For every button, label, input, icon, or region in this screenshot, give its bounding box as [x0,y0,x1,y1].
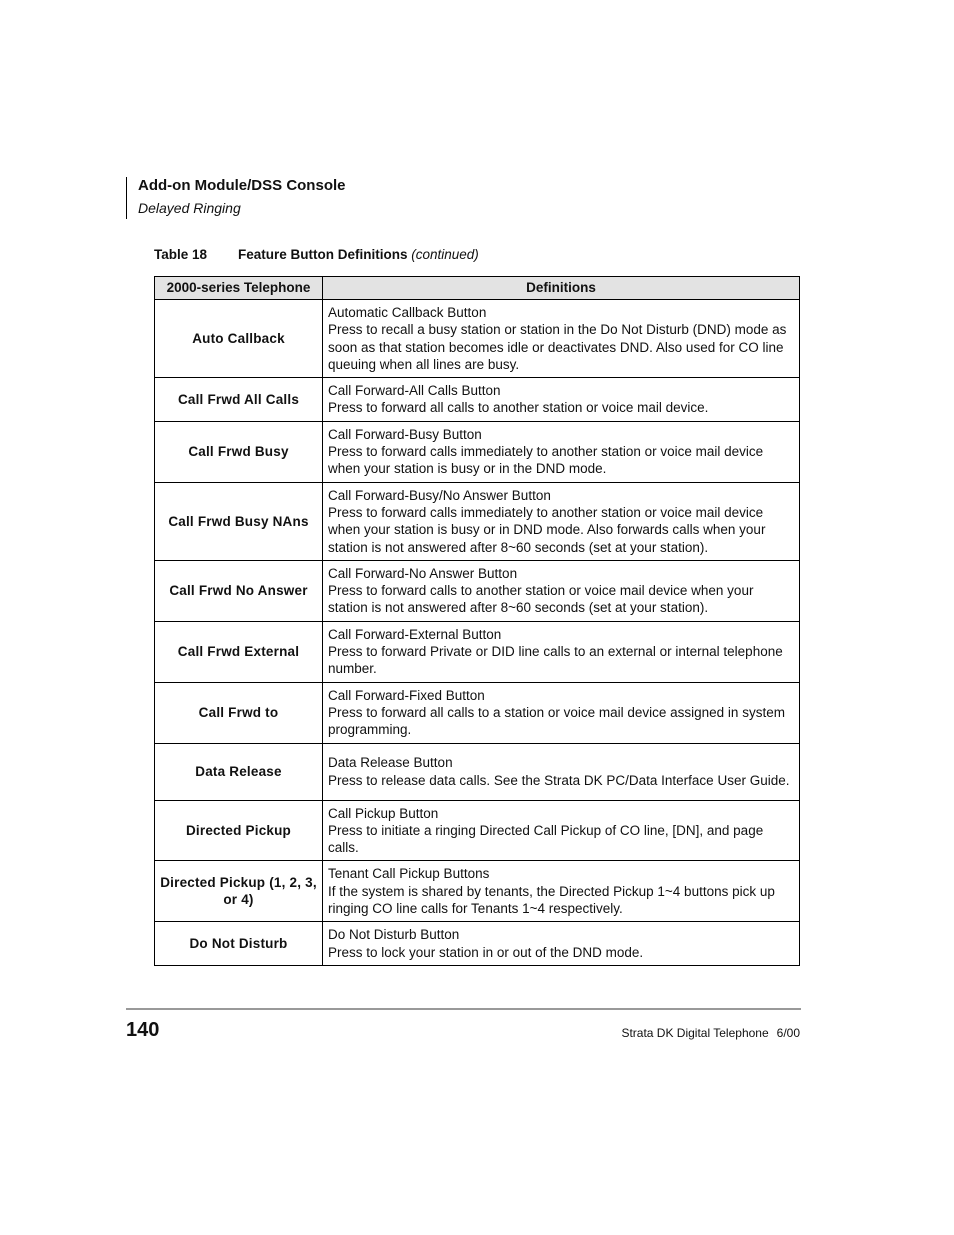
section-title: Add-on Module/DSS Console [138,177,346,194]
button-name: Data Release Button [328,755,453,771]
feature-name: Call Frwd to [155,682,323,743]
table-row [155,621,800,682]
column-header-telephone: 2000-series Telephone [155,277,323,300]
page-number: 140 [126,1019,160,1041]
feature-name: Directed Pickup (1, 2, 3, or 4) [155,861,323,922]
footer-doc-info [621,1026,800,1040]
table-caption [154,247,479,262]
table-row [155,861,800,922]
definition-cell [323,560,800,621]
button-description: Press to forward Private or DID line calls to an external or internal telephone number. [328,644,783,677]
definition-cell [323,300,800,378]
feature-name: Auto Callback [155,300,323,378]
footer-date: 6/00 [776,1026,800,1040]
table-number: Table 18 [154,247,208,262]
footer-doc-title: Strata DK Digital Telephone [621,1026,769,1040]
definition-cell [323,743,800,800]
feature-name: Data Release [155,743,323,800]
footer-rule [126,1008,801,1010]
table-row [155,682,800,743]
header-rule [126,177,127,219]
definition-cell [323,861,800,922]
button-description: Press to recall a busy station or station in the Do Not Disturb (DND) mode as soon as that station becomes idle or deactivates DND. Also used for CO line queuing when all lines are busy. [328,322,787,372]
table-row [155,800,800,861]
table-header-row [155,277,800,300]
table-row [155,922,800,966]
button-description: If the system is shared by tenants, the Directed Pickup 1~4 buttons pick up ringing CO line calls for Tenants 1~4 respectively. [328,883,775,917]
feature-name: Directed Pickup [155,800,323,861]
button-name: Call Forward-External Button [328,626,502,642]
table-row [155,421,800,482]
definition-cell [323,378,800,422]
feature-definitions-table [154,276,800,966]
button-description: Press to release data calls. See the Strata DK PC/Data Interface User Guide. [328,772,790,788]
feature-name: Call Frwd No Answer [155,560,323,621]
table-row [155,560,800,621]
button-description: Press to initiate a ringing Directed Call Pickup of CO line, [DN], and page calls. [328,822,764,856]
table-row [155,378,800,422]
table-row [155,743,800,800]
definition-cell [323,421,800,482]
button-name: Call Pickup Button [328,805,439,821]
button-name: Tenant Call Pickup Buttons [328,866,490,882]
definition-cell [323,621,800,682]
button-name: Call Forward-Busy/No Answer Button [328,487,551,503]
button-description: Press to forward calls immediately to another station or voice mail device when your station is busy or in the DND mode. [328,444,764,477]
table-row [155,300,800,378]
definition-cell [323,682,800,743]
definition-cell [323,800,800,861]
button-name: Call Forward-No Answer Button [328,565,518,581]
table-title: Feature Button Definitions [238,247,408,262]
button-description: Press to forward calls to another station or voice mail device when your station is not answered after 8~60 seconds (set at your station). [328,583,754,616]
button-name: Call Forward-Busy Button [328,426,482,442]
table-continued-note: (continued) [411,247,479,262]
feature-name: Call Frwd External [155,621,323,682]
button-description: Press to forward calls immediately to another station or voice mail device when your station is busy or in DND mode. Also forwards calls when your station is not answered after 8~60 seconds (set at your station). [328,504,766,555]
button-description: Press to lock your station in or out of the DND mode. [328,944,644,960]
column-header-definitions: Definitions [323,277,800,300]
button-name: Do Not Disturb Button [328,927,460,943]
feature-name: Call Frwd All Calls [155,378,323,422]
table-row [155,482,800,560]
feature-name: Call Frwd Busy [155,421,323,482]
button-description: Press to forward all calls to another station or voice mail device. [328,400,709,416]
button-name: Automatic Callback Button [328,305,487,320]
definition-cell [323,482,800,560]
button-name: Call Forward-Fixed Button [328,687,485,703]
feature-name: Do Not Disturb [155,922,323,966]
button-name: Call Forward-All Calls Button [328,383,501,399]
definition-cell [323,922,800,966]
feature-name: Call Frwd Busy NAns [155,482,323,560]
button-description: Press to forward all calls to a station or voice mail device assigned in system programming. [328,704,785,738]
section-subtitle: Delayed Ringing [138,200,241,216]
